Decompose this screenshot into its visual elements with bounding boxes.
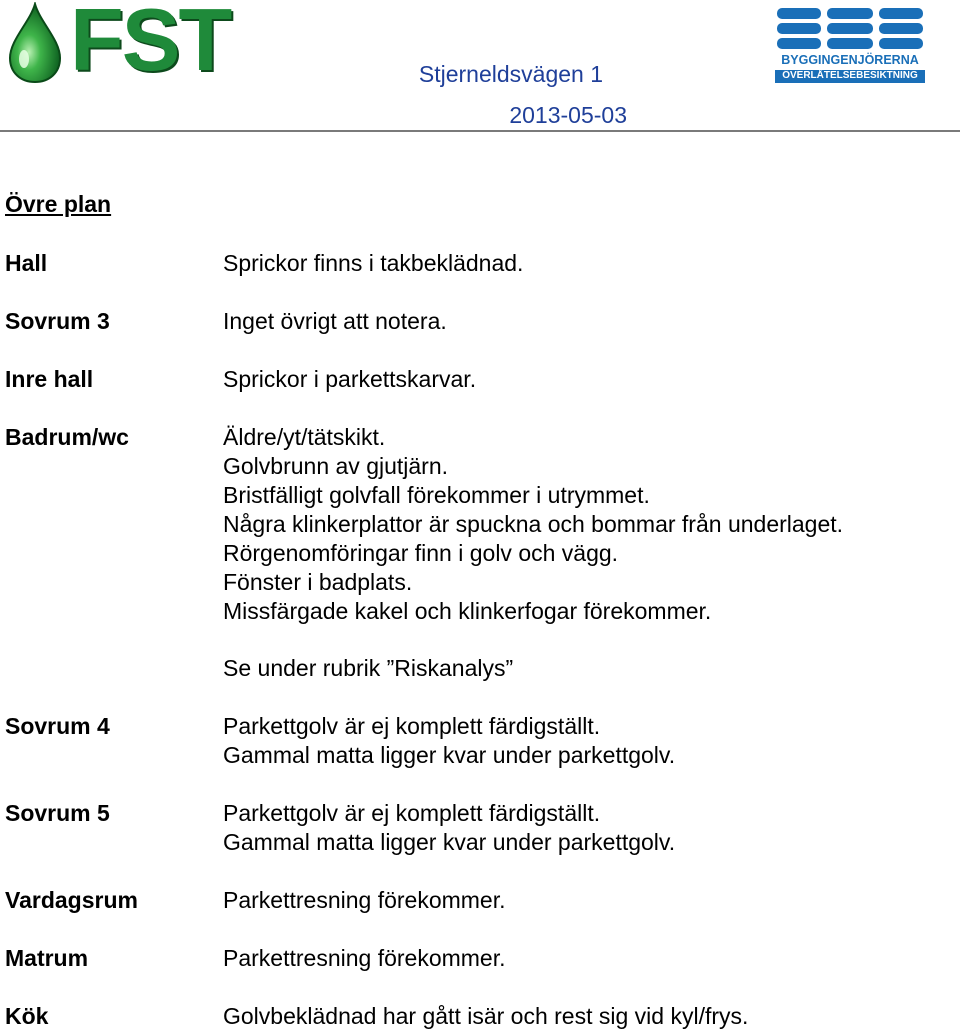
note-line: Gammal matta ligger kvar under parkettgolv.	[223, 742, 676, 768]
note-line: Missfärgade kakel och klinkerfogar förekommer.	[223, 598, 712, 624]
inspection-date: 2013-05-03	[509, 102, 627, 128]
room-label-sovrum-3: Sovrum 3	[5, 308, 110, 334]
fst-logo	[4, 0, 274, 89]
room-notes-matrum	[223, 944, 506, 973]
note-line: Parkettgolv är ej komplett färdigställt.	[223, 713, 601, 739]
room-notes-badrum-wc	[223, 423, 843, 626]
note-line: Gammal matta ligger kvar under parkettgolv.	[223, 829, 676, 855]
sbr-logo-line2: ÖVERLÅTELSEBESIKTNING	[775, 70, 925, 83]
sbr-logo-mark-icon	[775, 6, 925, 52]
room-notes-sovrum-3	[223, 307, 447, 336]
room-label-inre-hall: Inre hall	[5, 366, 94, 392]
property-address: Stjerneldsvägen 1	[418, 61, 603, 87]
note-line: Sprickor i parkettskarvar.	[223, 366, 477, 392]
water-drop-icon	[4, 2, 66, 84]
riskanalys-reference: Se under rubrik ”Riskanalys”	[223, 655, 514, 681]
section-title: Övre plan	[5, 191, 112, 217]
note-line: Fönster i badplats.	[223, 569, 413, 595]
room-notes-sovrum-5	[223, 799, 675, 857]
note-line: Parkettresning förekommer.	[223, 945, 506, 971]
sbr-logo-line1: BYGGINGENJÖRERNA	[781, 53, 919, 67]
note-line: Rörgenomföringar finn i golv och vägg.	[223, 540, 619, 566]
header-divider	[0, 130, 960, 132]
room-notes-kok	[223, 1002, 748, 1031]
note-line: Sprickor finns i takbeklädnad.	[223, 250, 524, 276]
note-line: Golvbrunn av gjutjärn.	[223, 453, 449, 479]
room-notes-sovrum-4	[223, 712, 675, 770]
room-notes-vardagsrum	[223, 886, 506, 915]
note-line: Bristfälligt golvfall förekommer i utrymmet.	[223, 482, 650, 508]
room-label-hall: Hall	[5, 250, 48, 276]
note-line: Äldre/yt/tätskikt.	[223, 424, 386, 450]
room-label-sovrum-4: Sovrum 4	[5, 713, 110, 739]
room-label-kok: Kök	[5, 1003, 49, 1029]
room-notes-inre-hall	[223, 365, 476, 394]
room-label-badrum-wc: Badrum/wc	[5, 424, 129, 450]
page-header	[0, 0, 960, 132]
room-label-matrum: Matrum	[5, 945, 89, 971]
note-line: Inget övrigt att notera.	[223, 308, 447, 334]
note-line: Golvbeklädnad har gått isär och rest sig vid kyl/frys.	[223, 1003, 749, 1029]
room-label-sovrum-5: Sovrum 5	[5, 800, 110, 826]
sbr-logo	[775, 6, 925, 84]
fst-logo-text: FST	[70, 0, 231, 89]
note-line: Parkettresning förekommer.	[223, 887, 506, 913]
note-line: Parkettgolv är ej komplett färdigställt.	[223, 800, 601, 826]
room-label-vardagsrum: Vardagsrum	[5, 887, 138, 913]
room-notes-hall	[223, 249, 523, 278]
note-line: Några klinkerplattor är spuckna och bommar från underlaget.	[223, 511, 844, 537]
